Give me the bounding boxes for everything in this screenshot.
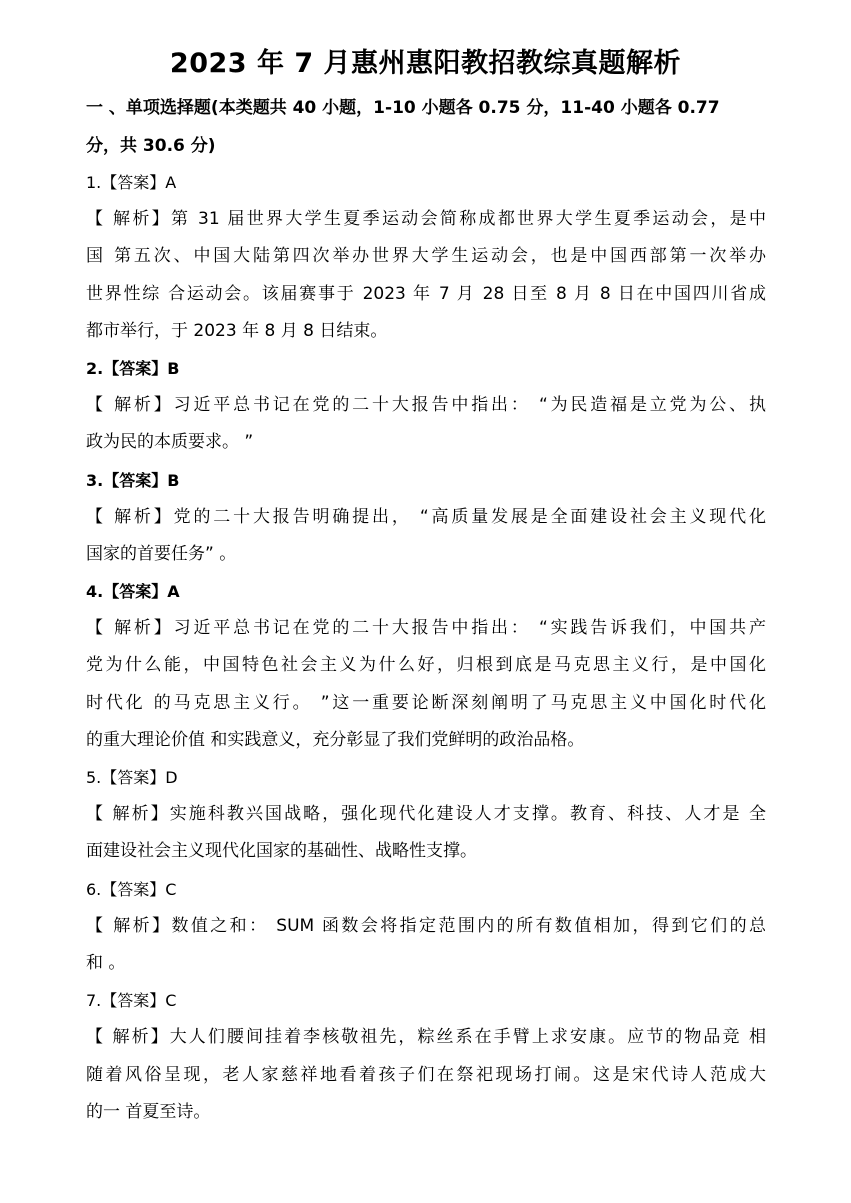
answer-item	[86, 871, 766, 983]
answer-item	[86, 982, 766, 1131]
answer-list	[86, 164, 766, 1131]
document-title: 2023 年 7 月惠州惠阳教招教综真题解析	[169, 48, 682, 79]
section-heading	[86, 89, 766, 165]
analysis-line: 党为什么能，中国特色社会主义为什么好，归根到底是马克思主义行，是中国化	[86, 655, 766, 676]
analysis-line: 【 解析】数值之和： SUM 函数会将指定范围内的所有数值相加，得到它们的总	[86, 915, 766, 936]
analysis-line: 国 第五次、中国大陆第四次举办世界大学生运动会，也是中国西部第一次举办	[86, 246, 766, 267]
analysis-line: 【 解析】党的二十大报告明确提出， “高质量发展是全面建设社会主义现代化	[86, 506, 766, 527]
answer-label: 2.【答案】B	[86, 358, 180, 378]
analysis-line: 政为民的本质要求。 ”	[86, 432, 254, 453]
answer-label: 4.【答案】A	[86, 582, 180, 602]
analysis-line: 时代化 的马克思主义行。 ”这一重要论断深刻阐明了马克思主义中国化时代化	[86, 692, 766, 713]
section-heading-line-2: 分，共 30.6 分)	[86, 136, 216, 156]
analysis-line: 都市举行，于 2023 年 8 月 8 日结束。	[86, 320, 388, 341]
answer-label: 6.【答案】C	[86, 879, 177, 899]
answer-item	[86, 759, 766, 871]
section-heading-line-1: 一 、单项选择题(本类题共 40 小题，1-10 小题各 0.75 分，11-40 小题各 0.77	[86, 98, 720, 118]
analysis-line: 【 解析】习近平总书记在党的二十大报告中指出： “为民造福是立党为公、执	[86, 395, 766, 416]
answer-item	[86, 350, 766, 462]
answer-label: 5.【答案】D	[86, 768, 178, 787]
analysis-line: 随着风俗呈现，老人家慈祥地看着孩子们在祭祀现场打闹。这是宋代诗人范成大	[86, 1064, 766, 1085]
answer-item	[86, 462, 766, 574]
answer-item	[86, 573, 766, 759]
analysis-line: 【 解析】实施科教兴国战略，强化现代化建设人才支撑。教育、科技、人才是 全	[86, 804, 766, 825]
answer-label: 1.【答案】A	[86, 173, 177, 192]
analysis-line: 【 解析】第 31 届世界大学生夏季运动会简称成都世界大学生夏季运动会，是中	[86, 209, 766, 230]
analysis-line: 的重大理论价值 和实践意义，充分彰显了我们党鲜明的政治品格。	[86, 729, 585, 750]
answer-label: 7.【答案】C	[86, 991, 177, 1011]
analysis-line: 面建设社会主义现代化国家的基础性、战略性支撑。	[86, 841, 477, 862]
analysis-line: 的一 首夏至诗。	[86, 1101, 211, 1122]
answer-label: 3.【答案】B	[86, 470, 180, 490]
analysis-line: 【 解析】大人们腰间挂着李核敬祖先，粽丝系在手臂上求安康。应节的物品竞 相	[86, 1027, 766, 1048]
analysis-line: 世界性综 合运动会。该届赛事于 2023 年 7 月 28 日至 8 月 8 日在中国四川省成	[86, 283, 766, 304]
analysis-line: 【 解析】习近平总书记在党的二十大报告中指出： “实践告诉我们，中国共产	[86, 618, 766, 639]
analysis-line: 和 。	[86, 952, 126, 973]
analysis-line: 国家的首要任务” 。	[86, 543, 237, 564]
answer-item	[86, 164, 766, 350]
